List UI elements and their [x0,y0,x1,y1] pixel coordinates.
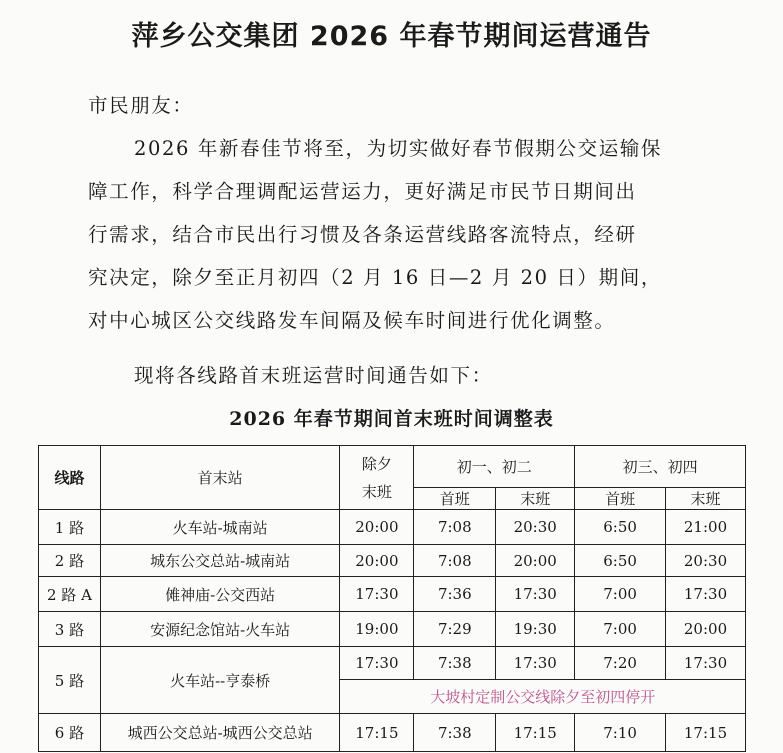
time-cell: 20:00 [340,510,414,545]
time-cell: 7:08 [414,545,496,577]
time-cell: 7:10 [575,714,666,752]
table-title: 2026 年春节期间首末班时间调整表 [229,408,554,430]
route-cell: 2 路 A [39,577,101,612]
paragraph-line: 2026 年新春佳节将至，为切实做好春节假期公交运输保 [134,137,663,160]
route-cell: 6 路 [39,714,101,752]
stations-cell: 火车站--亨泰桥 [100,647,340,714]
time-cell: 7:20 [575,647,666,680]
header-last: 末班 [496,488,575,510]
time-cell: 21:00 [666,510,746,545]
time-cell: 17:15 [496,714,575,752]
route-cell: 5 路 [39,647,101,714]
time-cell: 17:30 [666,647,746,680]
header-day34: 初三、初四 [575,446,746,488]
time-cell: 19:00 [340,612,414,647]
table-row [39,545,746,577]
stations-cell: 城西公交总站-城西公交总站 [100,714,340,752]
time-cell: 6:50 [575,510,666,545]
time-cell: 17:15 [340,714,414,752]
table-row [39,714,746,752]
time-cell: 7:00 [575,612,666,647]
header-eve: 除夕末班 [340,446,414,510]
time-cell: 7:00 [575,577,666,612]
greeting: 市民朋友： [88,94,194,117]
stations-cell: 火车站-城南站 [100,510,340,545]
time-cell: 17:30 [496,577,575,612]
table-row [39,612,746,647]
schedule-table [38,445,746,752]
paragraph-line: 行需求，结合市民出行习惯及各条运营线路客流特点，经研 [88,223,637,246]
paragraph-line: 对中心城区公交线路发车间隔及候车时间进行优化调整。 [88,309,616,332]
header-first: 首班 [414,488,496,510]
route-cell: 1 路 [39,510,101,545]
table-row [39,510,746,545]
paragraph-line: 障工作，科学合理调配运营运力，更好满足市民节日期间出 [88,180,637,203]
time-cell: 7:29 [414,612,496,647]
time-cell: 20:30 [666,545,746,577]
time-cell: 17:15 [666,714,746,752]
stations-cell: 安源纪念馆站-火车站 [100,612,340,647]
suspension-note: 大坡村定制公交线除夕至初四停开 [340,680,746,714]
table-row [39,577,746,612]
header-day12: 初一、初二 [414,446,575,488]
header-route: 线路 [39,446,101,510]
stations-cell: 傩神庙-公交西站 [100,577,340,612]
notice-title: 萍乡公交集团 2026 年春节期间运营通告 [131,21,652,52]
time-cell: 17:30 [666,577,746,612]
header-first: 首班 [575,488,666,510]
time-cell: 7:38 [414,714,496,752]
stations-cell: 城东公交总站-城南站 [100,545,340,577]
time-cell: 6:50 [575,545,666,577]
time-cell: 7:36 [414,577,496,612]
time-cell: 20:00 [496,545,575,577]
time-cell: 17:30 [340,577,414,612]
time-cell: 19:30 [496,612,575,647]
header-last: 末班 [666,488,746,510]
paragraph-line: 现将各线路首末班运营时间通告如下： [134,364,493,387]
time-cell: 20:30 [496,510,575,545]
time-cell: 20:00 [666,612,746,647]
time-cell: 17:30 [496,647,575,680]
paragraph-line: 究决定，除夕至正月初四（2 月 16 日—2 月 20 日）期间， [88,266,662,289]
table-row [39,647,746,680]
route-cell: 3 路 [39,612,101,647]
header-stations: 首末站 [100,446,340,510]
time-cell: 20:00 [340,545,414,577]
route-cell: 2 路 [39,545,101,577]
time-cell: 7:38 [414,647,496,680]
time-cell: 7:08 [414,510,496,545]
time-cell: 17:30 [340,647,414,680]
